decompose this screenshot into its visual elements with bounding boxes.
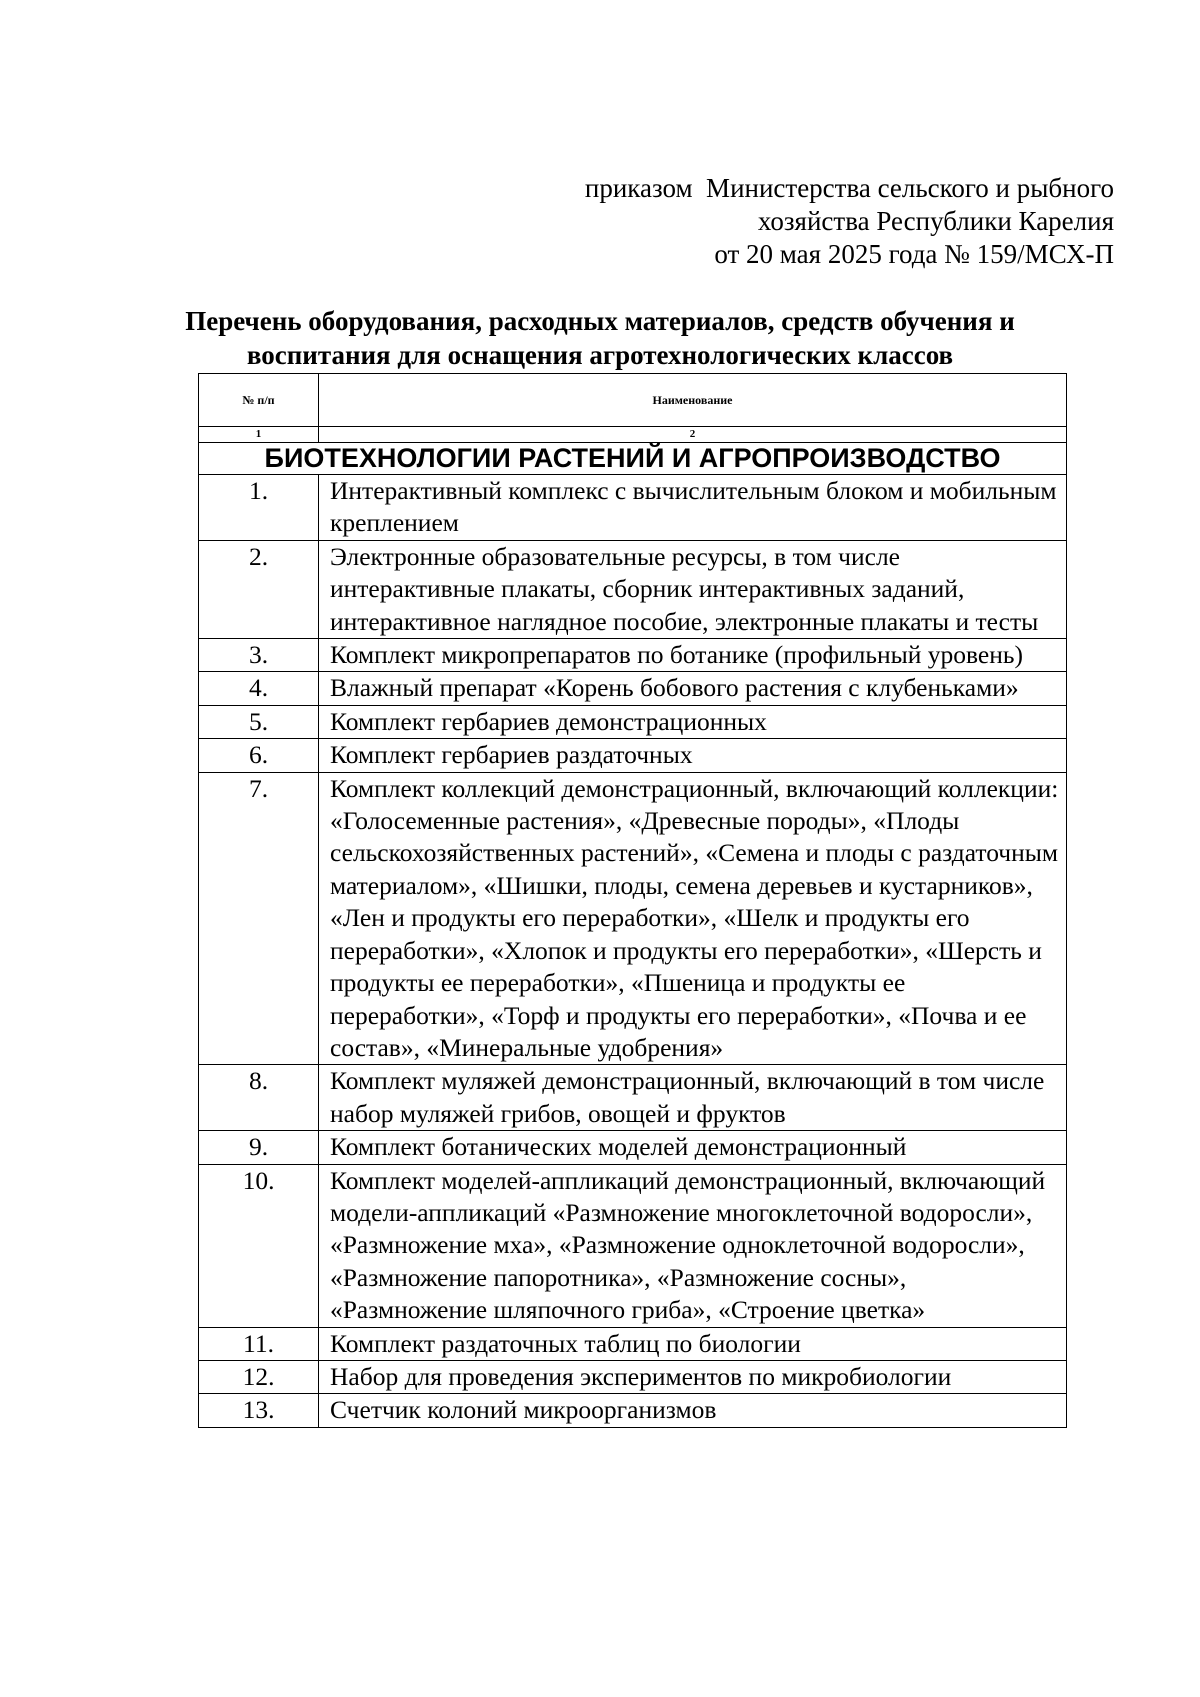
section-row	[199, 443, 1067, 475]
table-row	[199, 739, 1067, 772]
row-number: 5.	[199, 705, 319, 738]
row-name: Комплект моделей-аппликаций демонстрационный, включающий модели-аппликаций «Размножение многоклеточной водоросли», «Размножение мха», «Размножение одноклеточной водоросли», «Размножение папоротника», «Размножение сосны», «Размножение шляпочного гриба», «Строение цветка»	[319, 1164, 1067, 1327]
table-row	[199, 1065, 1067, 1131]
equipment-table	[198, 373, 1067, 1428]
row-number: 4.	[199, 672, 319, 705]
row-name: Влажный препарат «Корень бобового растения с клубеньками»	[319, 672, 1067, 705]
row-number: 6.	[199, 739, 319, 772]
table-header-row	[199, 374, 1067, 427]
column-header-name: Наименование	[319, 374, 1067, 427]
row-name: Комплект гербариев демонстрационных	[319, 705, 1067, 738]
table-row	[199, 1131, 1067, 1164]
table-row	[199, 540, 1067, 638]
row-number: 9.	[199, 1131, 319, 1164]
table-row	[199, 1360, 1067, 1393]
row-number: 3.	[199, 639, 319, 672]
approval-block	[585, 172, 1114, 271]
approval-line: хозяйства Республики Карелия	[757, 206, 1114, 236]
column-header-number: № п/п	[199, 374, 319, 427]
row-name: Комплект гербариев раздаточных	[319, 739, 1067, 772]
row-name: Комплект раздаточных таблиц по биологии	[319, 1327, 1067, 1360]
table-row	[199, 639, 1067, 672]
row-number: 13.	[199, 1394, 319, 1427]
table-row	[199, 772, 1067, 1065]
row-name: Интерактивный комплекс с вычислительным блоком и мобильным креплением	[319, 475, 1067, 541]
column-number: 2	[319, 427, 1067, 443]
table-row	[199, 705, 1067, 738]
document-title	[160, 304, 1040, 372]
column-number: 1	[199, 427, 319, 443]
row-number: 7.	[199, 772, 319, 1065]
column-number-row	[199, 427, 1067, 443]
row-number: 11.	[199, 1327, 319, 1360]
approval-line: приказом Министерства сельского и рыбного	[584, 173, 1114, 203]
row-name: Комплект муляжей демонстрационный, включающий в том числе набор муляжей грибов, овощей и фруктов	[319, 1065, 1067, 1131]
row-number: 1.	[199, 475, 319, 541]
row-name: Электронные образовательные ресурсы, в том числе интерактивные плакаты, сборник интерактивных заданий, интерактивное наглядное пособие, электронные плакаты и тесты	[319, 540, 1067, 638]
table-row	[199, 672, 1067, 705]
row-name: Счетчик колоний микроорганизмов	[319, 1394, 1067, 1427]
row-name: Комплект коллекций демонстрационный, включающий коллекции: «Голосеменные растения», «Древесные породы», «Плоды сельскохозяйственных растений», «Семена и плоды с раздаточным материалом», «Шишки, плоды, семена деревьев и кустарников», «Лен и продукты его переработки», «Шелк и продукты его переработки», «Хлопок и продукты его переработки», «Шерсть и продукты ее переработки», «Пшеница и продукты ее переработки», «Торф и продукты его переработки», «Почва и ее состав», «Минеральные удобрения»	[319, 772, 1067, 1065]
row-name: Набор для проведения экспериментов по микробиологии	[319, 1360, 1067, 1393]
row-name: Комплект микропрепаратов по ботанике (профильный уровень)	[319, 639, 1067, 672]
row-number: 12.	[199, 1360, 319, 1393]
row-number: 10.	[199, 1164, 319, 1327]
table-row	[199, 1327, 1067, 1360]
row-name: Комплект ботанических моделей демонстрационный	[319, 1131, 1067, 1164]
document-title-line: Перечень оборудования, расходных материалов, средств обучения и	[185, 306, 1015, 336]
row-number: 8.	[199, 1065, 319, 1131]
document-title-line: воспитания для оснащения агротехнологических классов	[246, 340, 954, 370]
table-row	[199, 475, 1067, 541]
table-row	[199, 1394, 1067, 1427]
row-number: 2.	[199, 540, 319, 638]
approval-line: от 20 мая 2025 года № 159/МСХ-П	[714, 239, 1114, 269]
table-row	[199, 1164, 1067, 1327]
section-title: БИОТЕХНОЛОГИИ РАСТЕНИЙ И АГРОПРОИЗВОДСТВО	[199, 443, 1067, 475]
